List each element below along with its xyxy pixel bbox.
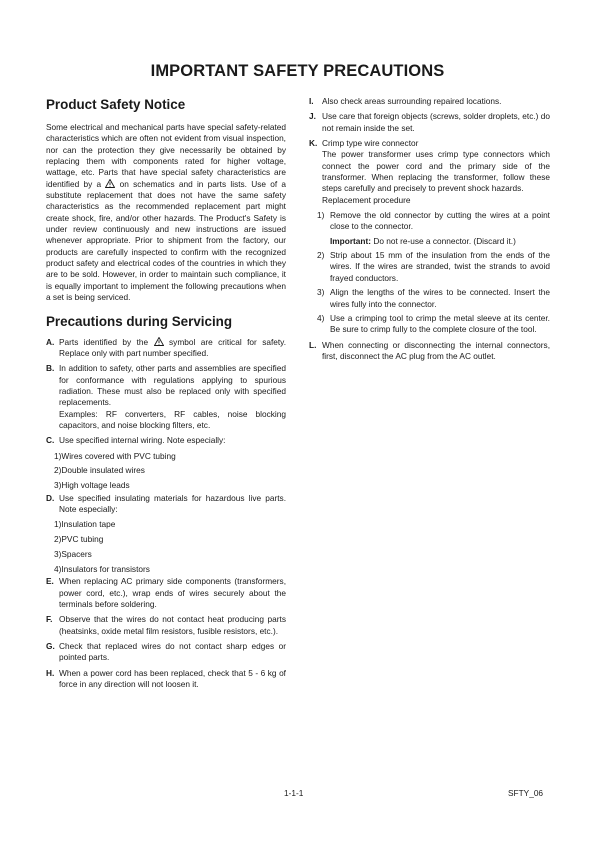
- list-item-f: [46, 614, 286, 637]
- item-k-procedure-label: Replacement procedure: [322, 194, 411, 205]
- step-number: 1): [317, 210, 325, 221]
- item-text: Observe that the wires do not contact heat producing parts (heatsinks, oxide metal film resistors, fusible resistors, etc.).: [59, 614, 286, 636]
- product-safety-text-a: Some electrical and mechanical parts have special safety-related characteristics which are often not evident from visual inspection, nor can the protection they give necessarily be obtained by replacing them with components rated for higher voltage, wattage, etc. Parts that have special safety characteristics are identified by a: [46, 122, 286, 189]
- right-column: [309, 96, 550, 362]
- precautions-heading: Precautions during Servicing: [46, 313, 233, 329]
- procedure-step: [309, 313, 550, 336]
- sub-item: 4)Insulators for transistors: [54, 563, 150, 574]
- item-text: Use specified insulating materials for hazardous live parts. Note especially:: [59, 492, 286, 514]
- sub-item: 2)PVC tubing: [54, 534, 104, 545]
- step-number: 4): [317, 312, 325, 323]
- item-text: [59, 363, 286, 431]
- step-text: Use a crimping tool to crimp the metal sleeve at its center. Be sure to crimp fully to the complete closure of the tool.: [330, 312, 550, 335]
- item-text: Use specified internal wiring. Note especially:: [59, 435, 226, 446]
- item-k-body: The power transformer uses crimp type connectors which connect the power cord and the primary side of the transformer. When replacing the transformer, follow these steps carefully and precisely to prevent shock hazards.: [322, 149, 550, 194]
- procedure-step: [309, 250, 550, 284]
- important-note: [309, 236, 550, 247]
- product-safety-text-b: on schematics and in parts lists. Use of a substitute replacement that does not have the same safety characteristics as the recommended replacement part might create shock, fire, and/or other hazards. The Product's Safety is under review continuously and new instructions are issued whenever appropriate. Prior to shipment from the factory, our products are carefully inspected to confirm with the recognized product safety and electrical codes of the countries in which they are to be sold. However, in order to maintain such compliance, it is equally important to implement the following precautions when a set is being serviced.: [46, 178, 287, 303]
- page-title: IMPORTANT SAFETY PRECAUTIONS: [150, 62, 445, 80]
- item-a-text-a: Parts identified by the: [59, 336, 149, 347]
- list-item-j: [309, 111, 550, 134]
- step-text: Strip about 15 mm of the insulation from the ends of the wires. If the wires are stranded, twist the strands to avoid frayed conductors.: [330, 250, 550, 283]
- important-text: Do not re-use a connector. (Discard it.): [373, 235, 516, 246]
- item-k-title: Crimp type wire connector: [322, 138, 419, 149]
- item-text: [59, 337, 286, 360]
- item-letter: C.: [46, 435, 55, 446]
- list-item-e: [46, 576, 286, 610]
- procedure-step: [309, 210, 550, 233]
- document-code: SFTY_06: [508, 788, 544, 798]
- sub-item: 1)Insulation tape: [54, 519, 116, 530]
- sub-item: 3)Spacers: [54, 549, 92, 559]
- sub-item: 3)High voltage leads: [54, 480, 130, 491]
- list-item-g: [46, 641, 286, 664]
- important-label: Important:: [330, 235, 372, 246]
- item-text: Use care that foreign objects (screws, solder droplets, etc.) do not remain inside the set.: [322, 111, 550, 133]
- list-item-i: [309, 96, 550, 107]
- left-column: [46, 96, 286, 690]
- step-number: 2): [317, 250, 325, 261]
- sub-item: 2)Double insulated wires: [54, 465, 145, 476]
- item-letter: L.: [309, 339, 317, 350]
- item-text: [322, 138, 550, 206]
- item-text: When a power cord has been replaced, check that 5 - 6 kg of force in any direction will not loosen it.: [59, 667, 286, 689]
- page-number: 1-1-1: [284, 788, 304, 798]
- sub-item: 1)Wires covered with PVC tubing: [54, 450, 176, 461]
- list-item-a: [46, 337, 286, 360]
- item-text: Also check areas surrounding repaired locations.: [322, 96, 502, 106]
- item-letter: J.: [309, 111, 316, 122]
- list-item-h: [46, 668, 286, 691]
- item-a-text-b: symbol are critical for safety. Replace only with part number specified.: [59, 336, 287, 358]
- item-letter: K.: [309, 138, 318, 149]
- list-item-d: [46, 493, 286, 516]
- product-safety-body: [46, 122, 286, 304]
- item-letter: H.: [46, 667, 55, 678]
- item-letter: F.: [46, 614, 53, 625]
- procedure-step: [309, 287, 550, 310]
- step-number: 3): [317, 287, 325, 298]
- product-safety-heading: Product Safety Notice: [46, 97, 186, 112]
- list-item-c: [46, 435, 286, 446]
- item-text: When replacing AC primary side components (transformers, power cord, etc.), wrap ends of wires securely about the terminals before soldering.: [59, 576, 286, 609]
- item-text: When connecting or disconnecting the internal connectors, first, disconnect the AC plug from the AC outlet.: [322, 339, 550, 361]
- item-letter: B.: [46, 363, 55, 374]
- list-item-b: [46, 363, 286, 431]
- item-letter: G.: [46, 640, 55, 651]
- item-letter: I.: [309, 96, 314, 106]
- warning-triangle-icon: [105, 179, 115, 188]
- list-item-k: [309, 138, 550, 206]
- step-text: [330, 210, 550, 233]
- item-letter: A.: [46, 336, 55, 347]
- step-text: Align the lengths of the wires to be connected. Insert the wires fully into the connector.: [330, 287, 550, 309]
- item-b-text: In addition to safety, other parts and assemblies are specified for conformance with regulations applying to spurious radiation. These must also be replaced only with specified replacements.: [59, 363, 286, 408]
- item-letter: E.: [46, 576, 54, 587]
- item-text: Check that replaced wires do not contact sharp edges or pointed parts.: [59, 640, 286, 663]
- warning-triangle-icon: [154, 337, 164, 346]
- step-1-text: Remove the old connector by cutting the wires at a point close to the connector.: [330, 210, 550, 232]
- list-item-l: [309, 340, 550, 363]
- item-b-examples: Examples: RF converters, RF cables, noise blocking capacitors, and noise blocking filters, etc.: [59, 408, 286, 430]
- item-letter: D.: [46, 492, 55, 503]
